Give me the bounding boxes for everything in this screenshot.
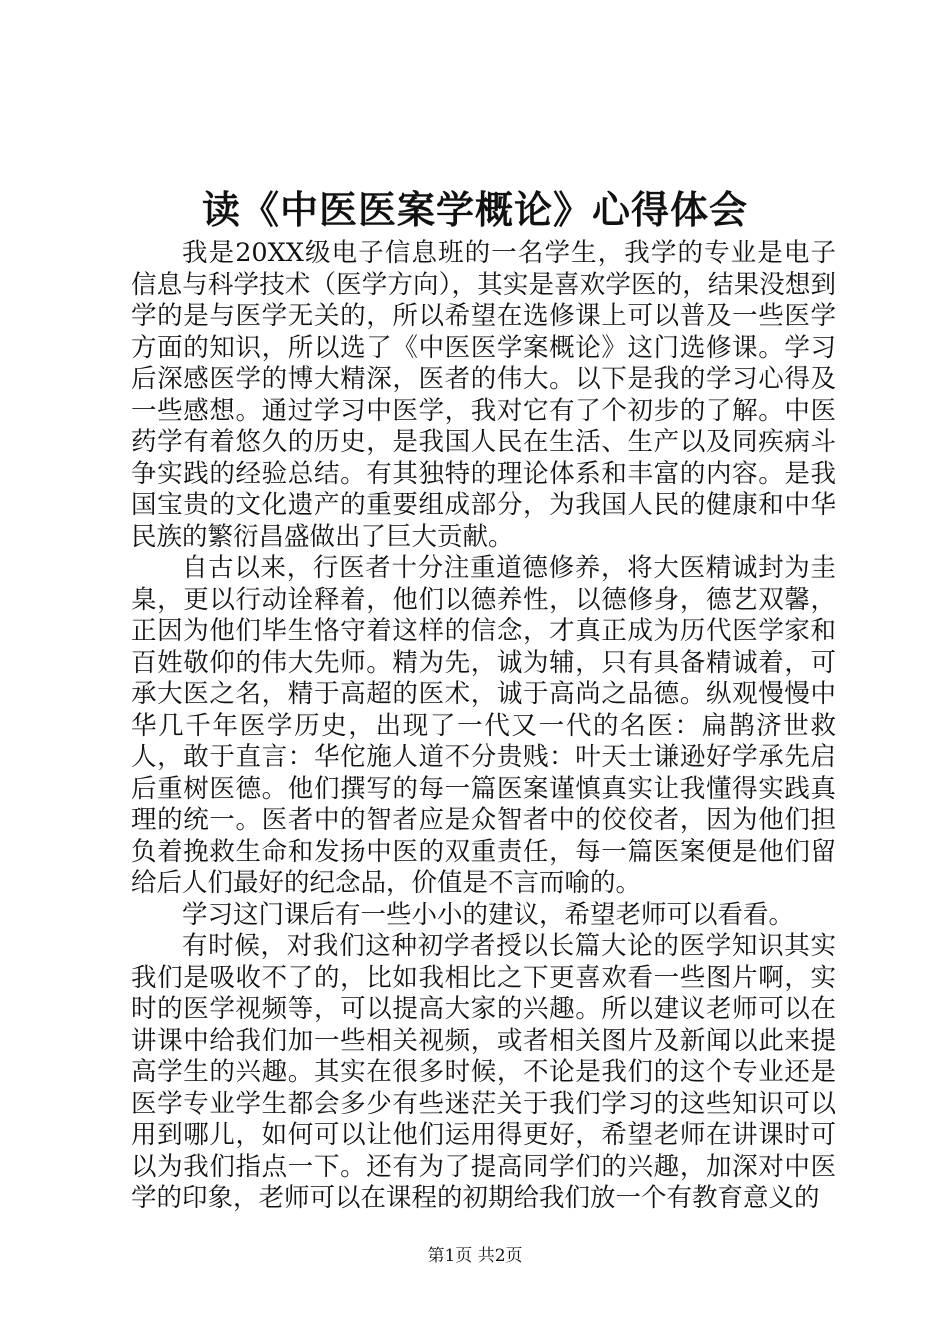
paragraph-4: 有时候，对我们这种初学者授以长篇大论的医学知识其实我们是吸收不了的，比如我相比之下更喜欢看一些图片啊，实时的医学视频等，可以提高大家的兴趣。所以建议老师可以在讲课中给我们加一些相关视频，或者相关图片及新闻以此来提高学生的兴趣。其实在很多时候，不论是我们的这个专业还是医学专业学生都会多少有些迷茫关于我们学习的这些知识可以用到哪儿，如何可以让他们运用得更好，希望老师在讲课时可以为我们指点一下。还有为了提高同学们的兴趣，加深对中医学的印象，老师可以在课程的初期给我们放一个有教育意义的 (131, 931, 836, 1213)
paragraph-1: 我是20XX级电子信息班的一名学生，我学的专业是电子信息与科学技术（医学方向），其实是喜欢学医的，结果没想到学的是与医学无关的，所以希望在选修课上可以普及一些医学方面的知识，所以选了《中医医学案概论》这门选修课。学习后深感医学的博大精深，医者的伟大。以下是我的学习心得及一些感想。通过学习中医学，我对它有了个初步的了解。中医药学有着悠久的历史，是我国人民在生活、生产以及同疾病斗争实践的经验总结。有其独特的理论体系和丰富的内容。是我国宝贵的文化遗产的重要组成部分，为我国人民的健康和中华民族的繁衍昌盛做出了巨大贡献。 (131, 238, 836, 552)
document-title: 读《中医医案学概论》心得体会 (201, 187, 748, 232)
paragraph-2: 自古以来，行医者十分注重道德修养，将大医精诚封为圭臬，更以行动诠释着，他们以德养性，以德修身，德艺双馨，正因为他们毕生恪守着这样的信念，才真正成为历代医学家和百姓敬仰的伟大先师。精为先，诚为辅，只有具备精诚着，可承大医之名，精于高超的医术，诚于高尚之品德。纵观慢慢中华几千年医学历史，出现了一代又一代的名医：扁鹊济世救人，敢于直言：华佗施人道不分贵贱：叶天士谦逊好学承先启后重树医德。他们撰写的每一篇医案谨慎真实让我懂得实践真理的统一。医者中的智者应是众智者中的佼佼者，因为他们担负着挽救生命和发扬中医的双重责任，每一篇医案便是他们留给后人们最好的纪念品，价值是不言而喻的。 (131, 553, 836, 898)
page-number-footer: 第1页 共2页 (427, 1246, 523, 1266)
paragraph-3: 学习这门课后有一些小小的建议，希望老师可以看看。 (182, 899, 795, 930)
document-body (131, 238, 836, 1215)
